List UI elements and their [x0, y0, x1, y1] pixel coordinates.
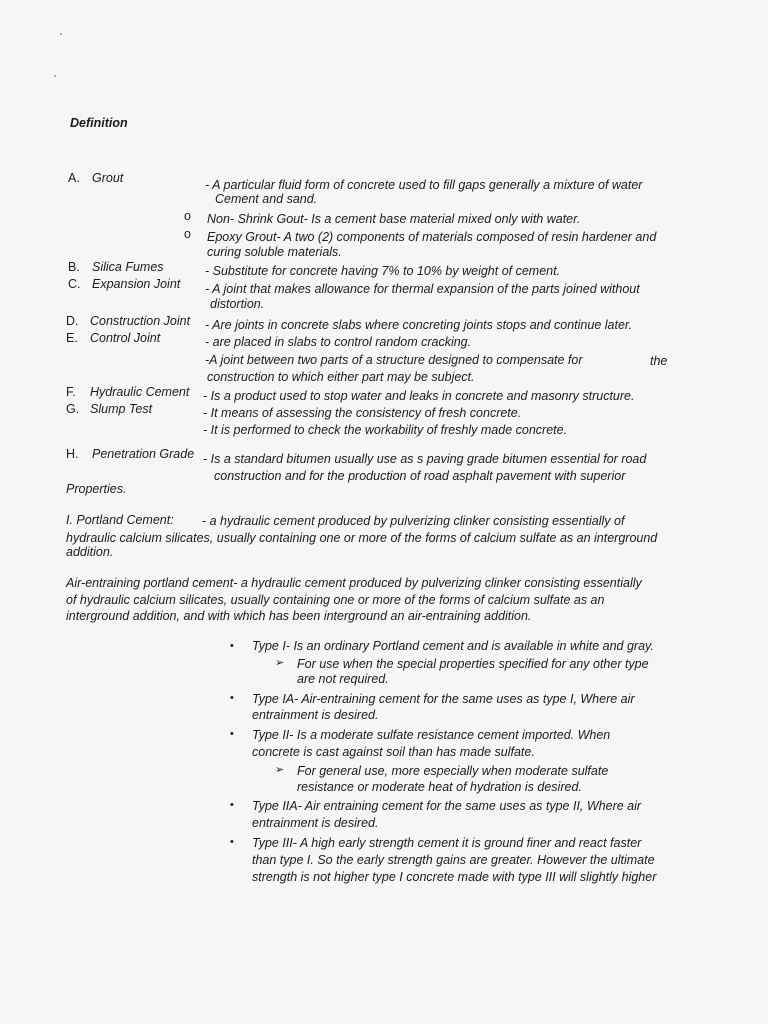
- type-text: Type III- A high early strength cement it is ground finer and react faster: [252, 836, 642, 850]
- def-text: - are placed in slabs to control random cracking.: [205, 335, 472, 349]
- def-text: construction and for the production of road asphalt pavement with superior: [214, 469, 626, 483]
- arrow-bullet-icon: ➢: [275, 657, 285, 669]
- type-text: Type I- Is an ordinary Portland cement and is available in white and gray.: [252, 639, 654, 653]
- def-term: Expansion Joint: [92, 277, 181, 291]
- def-text: -A joint between two parts of a structure designed to compensate for: [205, 353, 583, 367]
- def-term: Penetration Grade: [92, 447, 195, 461]
- arrow-bullet-icon: ➢: [275, 764, 285, 776]
- def-letter: G.: [66, 402, 80, 416]
- air-paragraph-line: of hydraulic calcium silicates, usually containing one or more of the forms of calcium sulfate as an: [66, 593, 605, 607]
- def-term: Construction Joint: [90, 314, 191, 328]
- type-text: strength is not higher type I concrete made with type III will slightly higher: [252, 870, 657, 884]
- portland-text: - a hydraulic cement produced by pulverizing clinker consisting essentially of: [202, 514, 625, 528]
- bullet-icon: •: [230, 836, 234, 848]
- page-title: Definition: [70, 116, 128, 130]
- def-text: the: [650, 354, 668, 368]
- def-text: construction to which either part may be subject.: [207, 370, 475, 384]
- def-text: - A particular fluid form of concrete used to fill gaps generally a mixture of water: [205, 178, 643, 192]
- def-text: Properties.: [66, 482, 127, 496]
- bullet-icon: •: [230, 728, 234, 740]
- def-text: - It means of assessing the consistency of fresh concrete.: [203, 406, 522, 420]
- type-text: Type IA- Air-entraining cement for the same uses as type I, Where air: [252, 692, 635, 706]
- def-letter: B.: [68, 260, 80, 274]
- def-term: Slump Test: [90, 402, 153, 416]
- def-term: Control Joint: [90, 331, 161, 345]
- def-text: Cement and sand.: [215, 192, 318, 206]
- def-text: - Is a product used to stop water and leaks in concrete and masonry structure.: [203, 389, 635, 403]
- def-letter: C.: [68, 277, 81, 291]
- portland-term: I. Portland Cement:: [66, 513, 174, 527]
- type-text: concrete is cast against soil than has made sulfate.: [252, 745, 535, 759]
- portland-text: hydraulic calcium silicates, usually containing one or more of the forms of calcium sulfate as an interground: [66, 531, 658, 545]
- air-paragraph-line: Air-entraining portland cement- a hydraulic cement produced by pulverizing clinker consisting essentially: [66, 576, 642, 590]
- portland-text: addition.: [66, 545, 114, 559]
- type-subtext: are not required.: [297, 672, 389, 686]
- type-subtext: For use when the special properties specified for any other type: [297, 657, 649, 671]
- type-text: entrainment is desired.: [252, 708, 379, 722]
- def-text: - Substitute for concrete having 7% to 10% by weight of cement.: [205, 264, 561, 278]
- type-subtext: For general use, more especially when moderate sulfate: [297, 764, 609, 778]
- def-term: Grout: [92, 171, 124, 185]
- def-term: Silica Fumes: [92, 260, 164, 274]
- sub-def-text: Non- Shrink Gout- Is a cement base material mixed only with water.: [207, 212, 581, 226]
- type-text: Type II- Is a moderate sulfate resistance cement imported. When: [252, 728, 611, 742]
- def-text: - Is a standard bitumen usually use as s paving grade bitumen essential for road: [203, 452, 647, 466]
- def-text: - Are joints in concrete slabs where concreting joints stops and continue later.: [205, 318, 633, 332]
- sub-def-text: curing soluble materials.: [207, 245, 342, 259]
- bullet-icon: •: [230, 692, 234, 704]
- def-text: distortion.: [210, 297, 265, 311]
- def-letter: H.: [66, 447, 79, 461]
- bullet-icon: •: [230, 640, 234, 652]
- def-letter: F.: [66, 385, 76, 399]
- air-paragraph-line: interground addition, and with which has been interground an air-entraining addition.: [66, 609, 532, 623]
- circle-bullet-icon: o: [184, 209, 191, 223]
- def-letter: A.: [68, 171, 80, 185]
- scan-speck: [54, 75, 56, 77]
- type-text: Type IIA- Air entraining cement for the same uses as type II, Where air: [252, 799, 642, 813]
- type-subtext: resistance or moderate heat of hydration is desired.: [297, 780, 582, 794]
- def-term: Hydraulic Cement: [90, 385, 190, 399]
- sub-def-text: Epoxy Grout- A two (2) components of materials composed of resin hardener and: [207, 230, 657, 244]
- def-letter: E.: [66, 331, 78, 345]
- def-text: - It is performed to check the workability of freshly made concrete.: [203, 423, 568, 437]
- scan-speck: [60, 33, 62, 35]
- type-text: than type I. So the early strength gains are greater. However the ultimate: [252, 853, 655, 867]
- def-letter: D.: [66, 314, 79, 328]
- type-text: entrainment is desired.: [252, 816, 379, 830]
- bullet-icon: •: [230, 799, 234, 811]
- circle-bullet-icon: o: [184, 227, 191, 241]
- def-text: - A joint that makes allowance for thermal expansion of the parts joined without: [205, 282, 640, 296]
